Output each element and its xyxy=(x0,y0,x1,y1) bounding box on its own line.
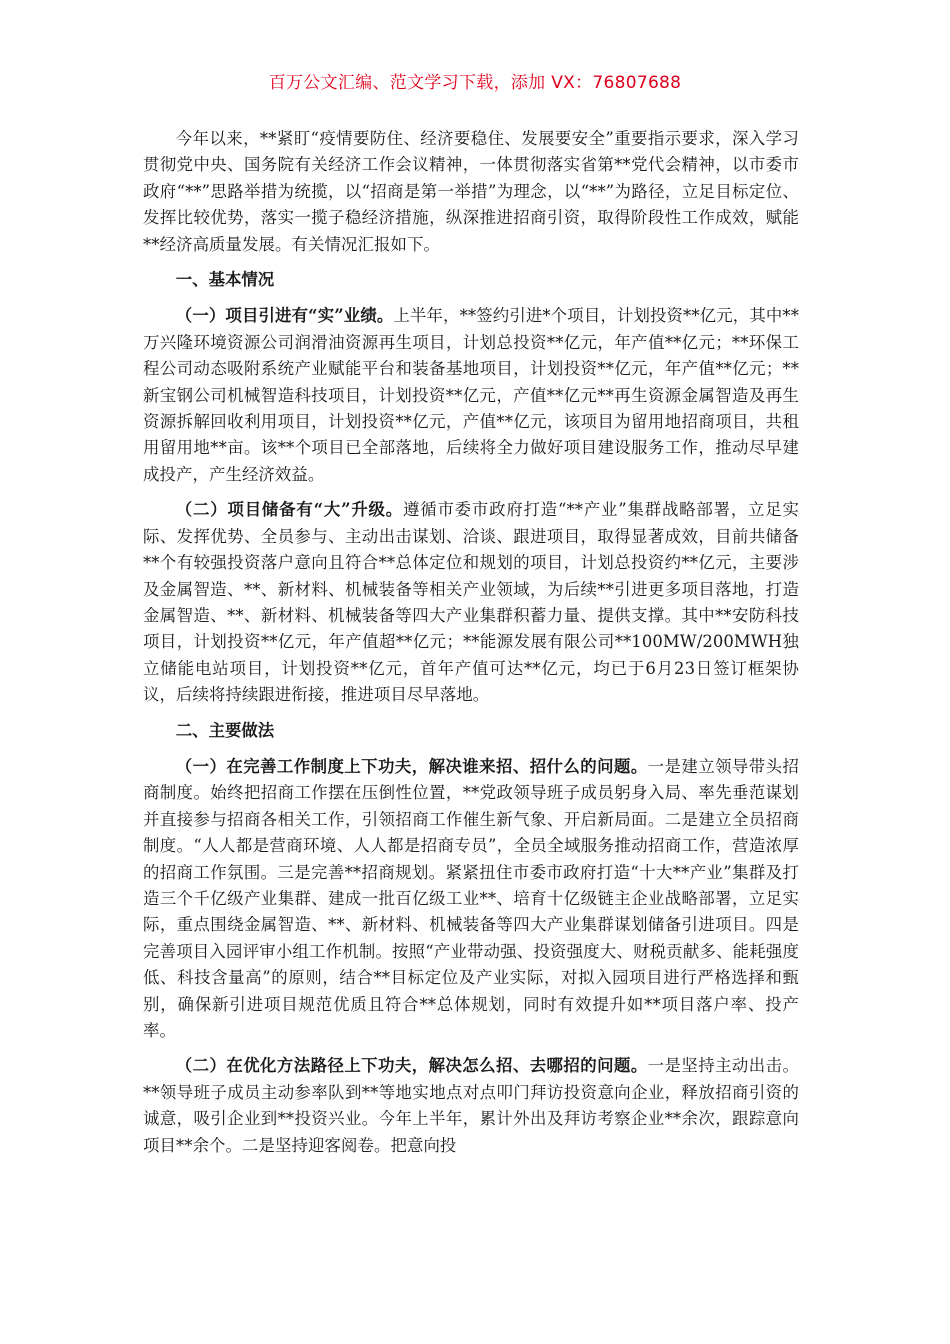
watermark-header: 百万公文汇编、范文学习下载，添加 VX：76807688 xyxy=(268,73,682,93)
paragraph-body: 一是建立领导带头招商制度。始终把招商工作摆在压倒性位置，**党政领导班子成员躬身入局、率先垂范谋划并直接参与招商各相关工作，引领招商工作催生新气象、开启新局面。二是建立全员招商制度。“人人都是营商环境、人人都是招商专员”，全员全域服务推动招商工作，营造浓厚的招商工作氛围。三是完善**招商规划。紧紧扭住市委市政府打造“十大**产业”集群及打造三个千亿级产业集群、建成一批百亿级工业**、培育十亿级链主企业战略部署，立足实际，重点围绕金属智造、**、新材料、机械装备等四大产业集群谋划储备引进项目。四是完善项目入园评审小组工作机制。按照“产业带动强、投资强度大、财税贡献多、能耗强度低、科技含量高”的原则，结合**目标定位及产业实际，对拟入园项目进行严格选择和甄别，确保新引进项目规范优质且符合**总体规划，同时有效提升如**项目落户率、投产率。 xyxy=(143,756,799,1040)
paragraph-method-path xyxy=(143,1053,799,1159)
paragraph-lead: （二）在优化方法路径上下功夫，解决怎么招、去哪招的问题。 xyxy=(175,1056,648,1076)
section-heading-main-practices: 二、主要做法 xyxy=(175,720,275,740)
paragraph-work-system xyxy=(143,754,799,1044)
paragraph-lead: （二）项目储备有“大”升级。 xyxy=(175,500,404,520)
intro-paragraph: 今年以来，**紧盯“疫情要防住、经济要稳住、发展要安全”重要指示要求，深入学习贯彻党中央、国务院有关经济工作会议精神，一体贯彻落实省第**党代会精神，以市委市政府“**”思路举措为统揽，以“招商是第一举措”为理念，以“**”为路径，立足目标定位、发挥比较优势，落实一揽子稳经济措施，纵深推进招商引资，取得阶段性工作成效，赋能**经济高质量发展。有关情况汇报如下。 xyxy=(143,129,799,254)
document-body xyxy=(143,126,799,1168)
paragraph-body: 一是坚持主动出击。**领导班子成员主动参率队到**等地实地点对点叩门拜访投资意向企业，释放招商引资的诚意，吸引企业到**投资兴业。今年上半年，累计外出及拜访考察企业**余次，跟踪意向项目**余个。二是坚持迎客阅卷。把意向投 xyxy=(143,1056,799,1155)
paragraph-body: 上半年，**签约引进*个项目，计划投资**亿元，其中**万兴隆环境资源公司润滑油资源再生项目，计划总投资**亿元，年产值**亿元；**环保工程公司动态吸附系统产业赋能平台和装备基地项目，计划投资**亿元，年产值**亿元；**新宝钢公司机械智造科技项目，计划投资**亿元，产值**亿元**再生资源金属智造及再生资源拆解回收利用项目，计划投资**亿元，产值**亿元，该项目为留用地招商项目，共租用留用地**亩。该**个项目已全部落地，后续将全力做好项目建设服务工作，推动尽早建成投产，产生经济效益。 xyxy=(143,306,799,484)
paragraph-lead: （一）项目引进有“实”业绩。 xyxy=(175,306,394,326)
paragraph-project-reserve xyxy=(143,497,799,708)
paragraph-body: 遵循市委市政府打造“**产业”集群战略部署，立足实际、发挥优势、全员参与、主动出击谋划、洽谈、跟进项目，取得显著成效，目前共储备**个有较强投资落户意向且符合**总体定位和规划的项目，计划总投资约**亿元，主要涉及金属智造、**、新材料、机械装备等相关产业领域，为后续**引进更多项目落地，打造金属智造、**、新材料、机械装备等四大产业集群积蓄力量、提供支撑。其中**安防科技项目，计划投资**亿元，年产值超**亿元；**能源发展有限公司**100MW/200MWH独立储能电站项目，计划投资**亿元，首年产值可达**亿元，均已于6月23日签订框架协议，后续将持续跟进衔接，推进项目尽早落地。 xyxy=(143,500,799,705)
paragraph-project-introduction xyxy=(143,303,799,488)
paragraph-lead: （一）在完善工作制度上下功夫，解决谁来招、招什么的问题。 xyxy=(175,756,648,776)
section-heading-basic-situation: 一、基本情况 xyxy=(175,270,275,290)
